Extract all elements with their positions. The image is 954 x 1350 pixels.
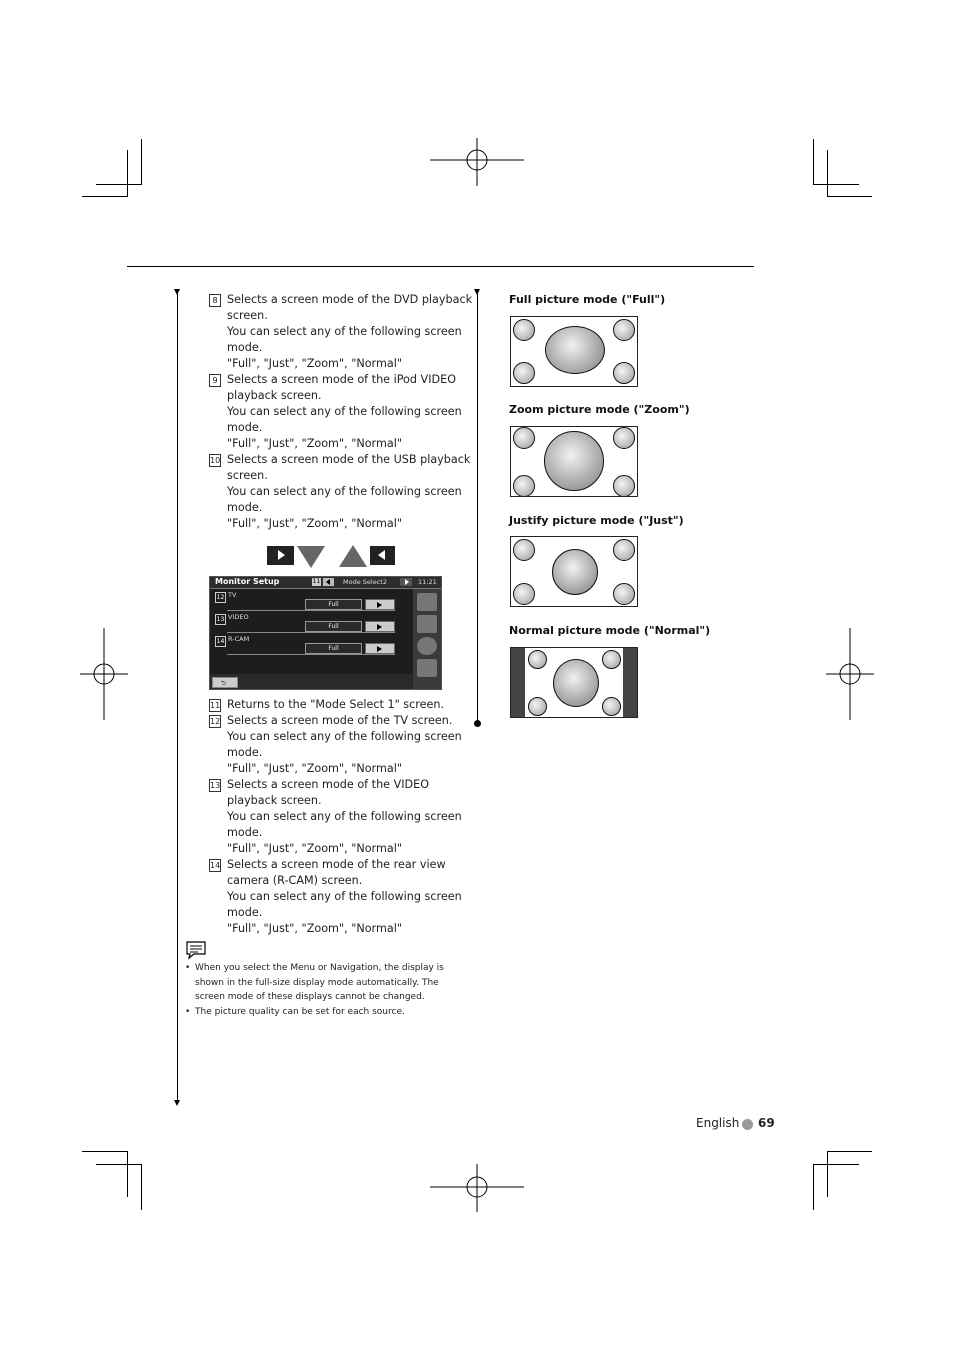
item-text-line: mode. xyxy=(227,906,263,919)
down-triangle-icon xyxy=(297,546,325,568)
item-text-line: "Full", "Just", "Zoom", "Normal" xyxy=(227,357,402,370)
screen-row-r-cam xyxy=(212,635,410,655)
item-text-line: You can select any of the following screen xyxy=(227,810,462,823)
flow-end-dot xyxy=(474,720,481,727)
item-text-line: Selects a screen mode of the TV screen. xyxy=(227,714,453,727)
page-number: 69 xyxy=(758,1116,775,1130)
note-icon xyxy=(184,940,208,960)
screen-bottom-bar xyxy=(210,674,413,689)
item-number: 10 xyxy=(210,456,221,465)
screen-row-video xyxy=(212,613,410,633)
item-13 xyxy=(209,777,462,857)
screen-nav-number: 11 xyxy=(312,578,321,585)
row-divider xyxy=(227,610,395,611)
item-text-line: You can select any of the following screen xyxy=(227,485,462,498)
item-text-line: Selects a screen mode of the iPod VIDEO xyxy=(227,373,456,386)
item-text-line: You can select any of the following screen xyxy=(227,325,462,338)
right-arrow-button xyxy=(267,546,294,565)
row-value: Full xyxy=(305,643,362,654)
up-triangle-icon xyxy=(339,545,367,567)
item-9 xyxy=(209,372,462,452)
flow-line-left xyxy=(177,292,178,1102)
note-text-line: shown in the full-size display mode automatically. The xyxy=(195,977,439,988)
normal-mode-picture xyxy=(510,647,638,718)
item-text-line: You can select any of the following screen xyxy=(227,405,462,418)
registration-mark-bottom xyxy=(430,1164,524,1212)
row-label: VIDEO xyxy=(228,613,249,621)
item-text-line: screen. xyxy=(227,309,268,322)
left-side-bar xyxy=(511,648,525,717)
registration-mark-right xyxy=(826,628,874,720)
item-text-line: You can select any of the following screen xyxy=(227,890,462,903)
item-text-line: camera (R-CAM) screen. xyxy=(227,874,363,887)
full-mode-picture xyxy=(510,316,638,387)
note-text-line: The picture quality can be set for each source. xyxy=(195,1006,405,1017)
flow-line-right xyxy=(477,292,478,722)
item-text-line: Selects a screen mode of the DVD playback xyxy=(227,293,473,306)
screen-title: Monitor Setup xyxy=(215,577,280,586)
item-text-line: Selects a screen mode of the USB playback xyxy=(227,453,471,466)
row-change-button[interactable] xyxy=(365,621,395,632)
setup-icon[interactable] xyxy=(417,659,437,677)
left-arrow-button xyxy=(370,546,395,565)
navigation-icon[interactable] xyxy=(417,615,437,633)
row-label: R-CAM xyxy=(228,635,250,643)
item-text-line: "Full", "Just", "Zoom", "Normal" xyxy=(227,842,402,855)
row-label: TV xyxy=(228,591,237,599)
footer-language: English xyxy=(696,1116,740,1130)
flow-arrow-end xyxy=(174,1100,180,1106)
registration-mark-left xyxy=(80,628,128,720)
item-text-line: "Full", "Just", "Zoom", "Normal" xyxy=(227,922,402,935)
screen-title-bar xyxy=(210,577,441,589)
item-text-line: "Full", "Just", "Zoom", "Normal" xyxy=(227,762,402,775)
note-text-line: When you select the Menu or Navigation, the display is xyxy=(195,963,444,973)
item-text-line: mode. xyxy=(227,421,263,434)
row-divider xyxy=(227,632,395,633)
row-value: Full xyxy=(305,599,362,610)
just-mode-picture xyxy=(510,536,638,607)
item-number: 13 xyxy=(210,781,221,790)
zoom-mode-picture xyxy=(510,426,638,497)
item-text-line: mode. xyxy=(227,501,263,514)
item-number: 8 xyxy=(209,294,221,307)
clock: 11:21 xyxy=(418,578,437,586)
row-divider xyxy=(227,654,395,655)
item-text-line: screen. xyxy=(227,469,268,482)
row-change-button[interactable] xyxy=(365,599,395,610)
note-item xyxy=(185,1005,455,1020)
note-text-line: screen mode of these displays cannot be changed. xyxy=(195,992,425,1002)
audio-icon[interactable] xyxy=(417,637,437,655)
item-number: 14 xyxy=(210,861,221,870)
item-14 xyxy=(209,857,462,937)
row-value: Full xyxy=(305,621,362,632)
right-side-bar xyxy=(623,648,637,717)
row-number: 12 xyxy=(216,594,225,601)
bullet: • xyxy=(185,963,191,973)
monitor-setup-screen xyxy=(209,576,442,690)
item-text-line: mode. xyxy=(227,746,263,759)
item-12 xyxy=(209,713,462,777)
return-button[interactable]: ⮌ xyxy=(212,677,238,688)
item-text-line: You can select any of the following screen xyxy=(227,730,462,743)
screen-row-tv xyxy=(212,591,410,611)
item-number: 9 xyxy=(209,374,221,387)
full-mode-heading: Full picture mode ("Full") xyxy=(509,293,666,306)
item-text-line: "Full", "Just", "Zoom", "Normal" xyxy=(227,517,402,530)
item-text-line: mode. xyxy=(227,341,263,354)
item-text-line: Selects a screen mode of the rear view xyxy=(227,858,446,871)
play-icon xyxy=(278,550,285,560)
item-text-line: Returns to the "Mode Select 1" screen. xyxy=(227,698,445,711)
item-text-line: Selects a screen mode of the VIDEO xyxy=(227,778,430,791)
mode-back-icon[interactable] xyxy=(323,578,334,586)
normal-mode-heading: Normal picture mode ("Normal") xyxy=(509,624,711,637)
row-number: 13 xyxy=(216,616,225,623)
item-11 xyxy=(209,697,459,713)
item-text-line: playback screen. xyxy=(227,389,322,402)
item-text-line: mode. xyxy=(227,826,263,839)
screen-side-menu xyxy=(413,589,441,689)
zoom-mode-heading: Zoom picture mode ("Zoom") xyxy=(509,403,690,416)
back-icon xyxy=(378,550,385,560)
mode-next-icon[interactable] xyxy=(400,578,412,586)
header-rule xyxy=(127,266,754,267)
row-number: 14 xyxy=(216,638,225,645)
row-change-button[interactable] xyxy=(365,643,395,654)
menu-icon[interactable] xyxy=(417,593,437,611)
item-number: 11 xyxy=(210,701,221,710)
item-number: 12 xyxy=(210,717,221,726)
item-10 xyxy=(209,452,471,532)
bullet: • xyxy=(185,1006,191,1017)
item-text-line: "Full", "Just", "Zoom", "Normal" xyxy=(227,437,402,450)
registration-mark-top xyxy=(430,138,524,186)
note-item xyxy=(185,961,455,1005)
footer-dot xyxy=(742,1119,753,1130)
item-8 xyxy=(209,292,473,372)
item-text-line: playback screen. xyxy=(227,794,322,807)
mode-select-label: Mode Select2 xyxy=(343,578,387,586)
just-mode-heading: Justify picture mode ("Just") xyxy=(509,514,684,527)
